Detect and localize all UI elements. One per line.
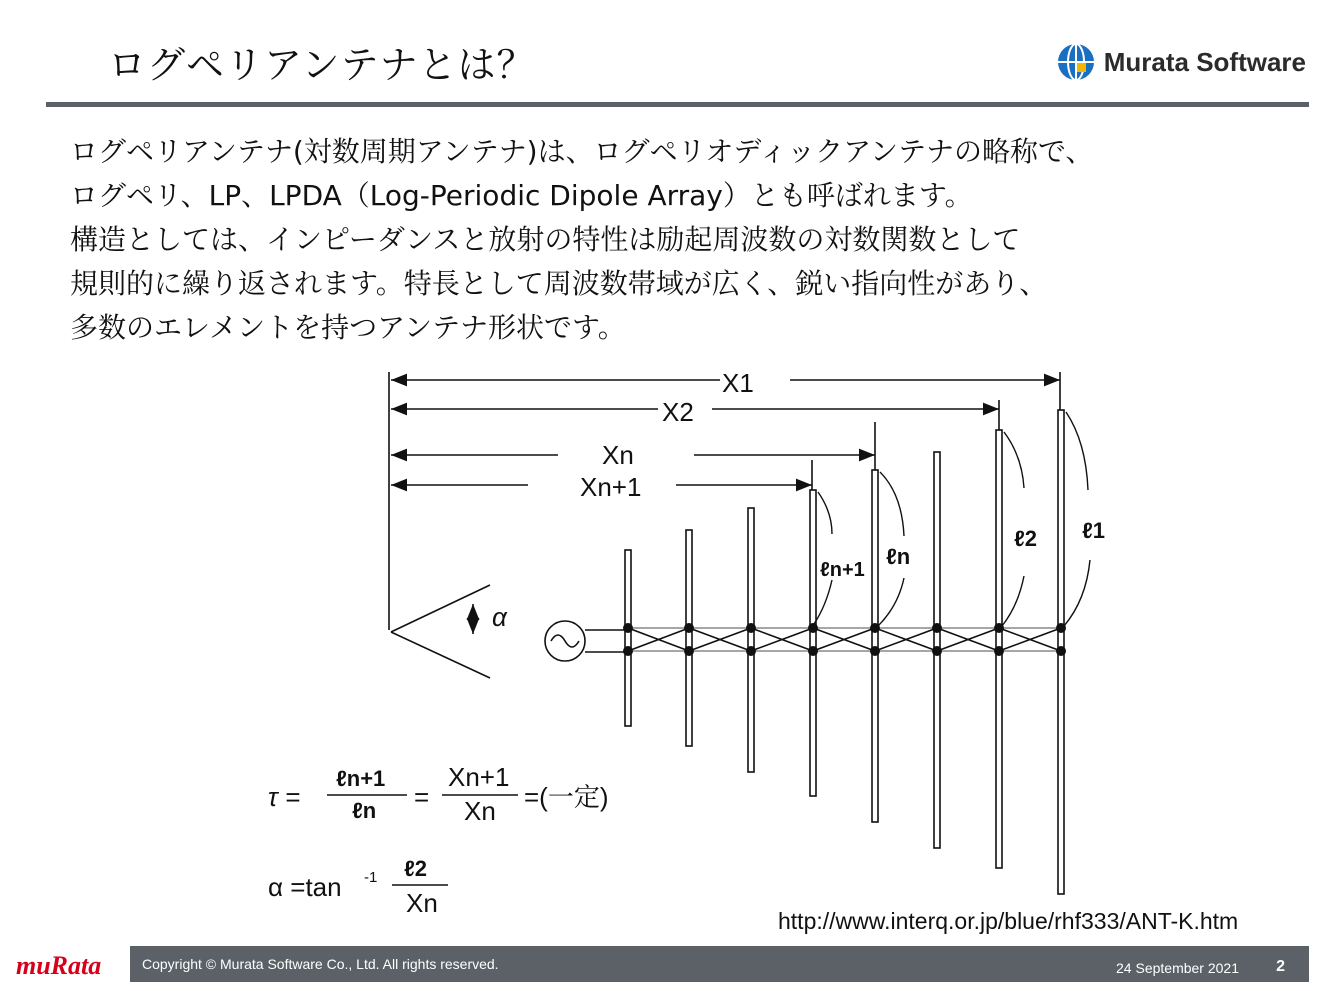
brand [1056, 42, 1306, 82]
formula-tau [268, 762, 609, 826]
slide-title: ログペリアンテナとは？ [108, 43, 536, 87]
body-line: 規則的に繰り返されます。特長として周波数帯域が広く、鋭い指向性があり、 [70, 267, 1048, 300]
label-x2: X2 [662, 397, 694, 427]
formula2-den: Xn [406, 888, 438, 918]
label-l1: ℓ1 [1082, 518, 1105, 543]
lpda-diagram [250, 355, 1105, 918]
copyright-text: Copyright © Murata Software Co., Ltd. All rights reserved. [142, 956, 499, 972]
dipole-element [748, 508, 754, 772]
formula1-den2: Xn [464, 796, 496, 826]
footer-date: 24 September 2021 [1116, 960, 1239, 976]
brand-name: Murata Software [1103, 46, 1306, 77]
label-l2: ℓ2 [1014, 526, 1037, 551]
formula-alpha [268, 856, 448, 918]
formula2-num: ℓ2 [404, 856, 427, 881]
label-ln1: ℓn+1 [820, 559, 865, 581]
dipole-element [686, 530, 692, 746]
formula1-lhs: τ = [268, 782, 301, 812]
body-line: ログペリ、LP、LPDA（Log-Periodic Dipole Array）とも呼ばれます。 [70, 179, 973, 212]
body-line: 構造としては、インピーダンスと放射の特性は励起周波数の対数関数として [70, 223, 1021, 256]
dipole-element [625, 550, 631, 726]
formula2-sup: -1 [364, 869, 378, 886]
footer-bar [130, 946, 1309, 982]
alpha-wedge-lower [391, 632, 490, 678]
globe-logo-icon [1056, 42, 1096, 82]
title-divider [46, 102, 1309, 107]
body-line: 多数のエレメントを持つアンテナ形状です。 [70, 311, 626, 344]
label-x1: X1 [722, 368, 754, 398]
body-paragraph [70, 130, 1270, 350]
formula2-lhs: α =tan [268, 872, 342, 902]
formula1-num1: ℓn+1 [336, 766, 386, 791]
source-url[interactable]: http://www.interq.or.jp/blue/rhf333/ANT-K.htm [778, 908, 1239, 934]
label-ln: ℓn [886, 544, 911, 569]
dipole-element [810, 490, 816, 796]
body-line: ログペリアンテナ(対数周期アンテナ)は、ログペリオディックアンテナの略称で、 [70, 135, 1094, 168]
formula1-den1: ℓn [352, 798, 377, 823]
murata-logo: muRata [16, 951, 102, 980]
label-alpha: α [492, 602, 507, 632]
label-xn1: Xn+1 [580, 472, 642, 502]
formula1-num2: Xn+1 [448, 762, 510, 792]
formula1-rhs: =(一定) [524, 782, 609, 812]
page-number: 2 [1276, 958, 1285, 975]
label-xn: Xn [602, 440, 634, 470]
alpha-wedge-upper [391, 585, 490, 632]
formula1-eq: = [414, 782, 430, 812]
